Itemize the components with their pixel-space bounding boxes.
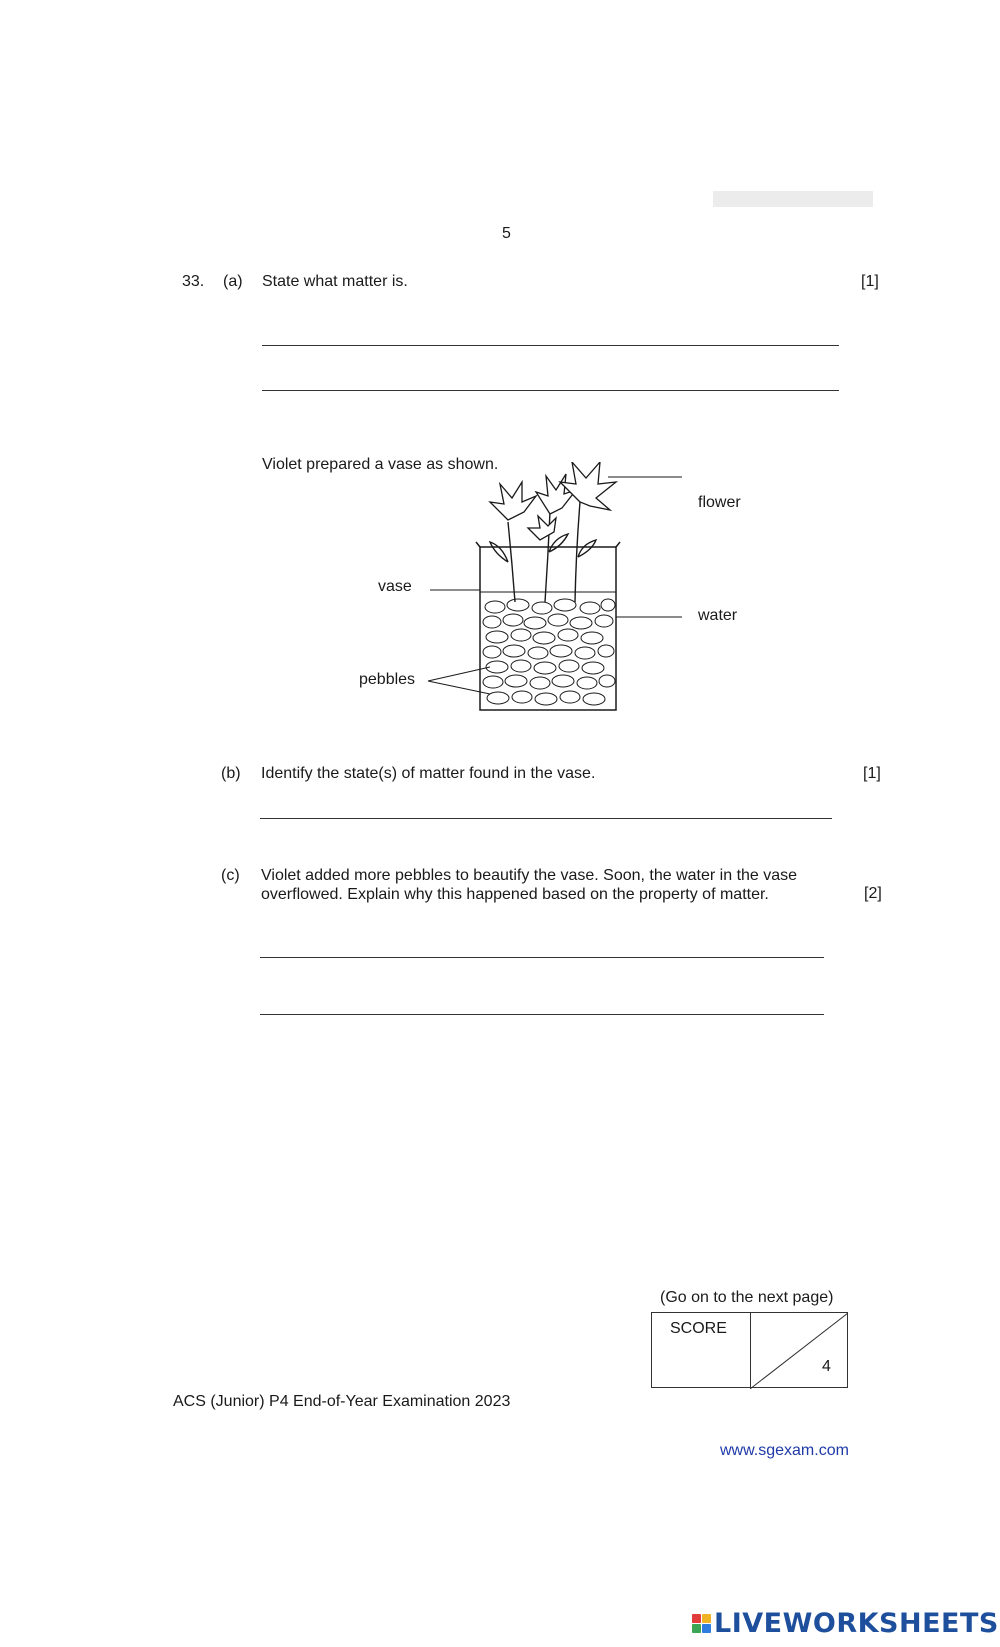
- part-a-label: (a): [223, 273, 243, 290]
- answer-line-b[interactable]: [260, 818, 832, 819]
- answer-line-c2[interactable]: [260, 1014, 824, 1015]
- part-b-question: Identify the state(s) of matter found in the vase.: [261, 765, 596, 782]
- page-number: 5: [502, 225, 511, 242]
- part-a-marks: [1]: [861, 273, 879, 290]
- pebbles-group: [483, 599, 615, 705]
- part-b-marks: [1]: [863, 765, 881, 782]
- exam-title: ACS (Junior) P4 End-of-Year Examination 2023: [173, 1393, 511, 1410]
- part-a-question: State what matter is.: [262, 273, 408, 290]
- redacted-bar: [713, 191, 873, 207]
- part-c-marks: [2]: [864, 885, 882, 902]
- score-diagonal: [750, 1313, 848, 1389]
- part-c-question-line2: overflowed. Explain why this happened based on the property of matter.: [261, 886, 769, 903]
- label-pebbles: pebbles: [359, 671, 416, 688]
- answer-line-c1[interactable]: [260, 957, 824, 958]
- part-b-label: (b): [221, 765, 241, 782]
- liveworksheets-logo[interactable]: [692, 1608, 999, 1639]
- question-number: 33.: [182, 273, 205, 290]
- vase-intro-text: Violet prepared a vase as shown.: [262, 456, 499, 473]
- website-link[interactable]: www.sgexam.com: [720, 1442, 849, 1459]
- part-c-question-line1: Violet added more pebbles to beautify the vase. Soon, the water in the vase: [261, 867, 798, 884]
- label-water: water: [698, 607, 738, 624]
- score-label: SCORE: [670, 1320, 727, 1337]
- score-max: 4: [822, 1358, 831, 1375]
- answer-line-a2[interactable]: [262, 390, 839, 391]
- label-vase: vase: [378, 578, 412, 595]
- part-c-label: (c): [221, 867, 240, 884]
- liveworksheets-logo-icon: [692, 1614, 711, 1633]
- score-box: [651, 1312, 848, 1388]
- go-on-text: (Go on to the next page): [660, 1289, 834, 1306]
- liveworksheets-brand-text: LIVEWORKSHEETS: [714, 1608, 999, 1639]
- label-flower: flower: [698, 494, 741, 511]
- answer-line-a1[interactable]: [262, 345, 839, 346]
